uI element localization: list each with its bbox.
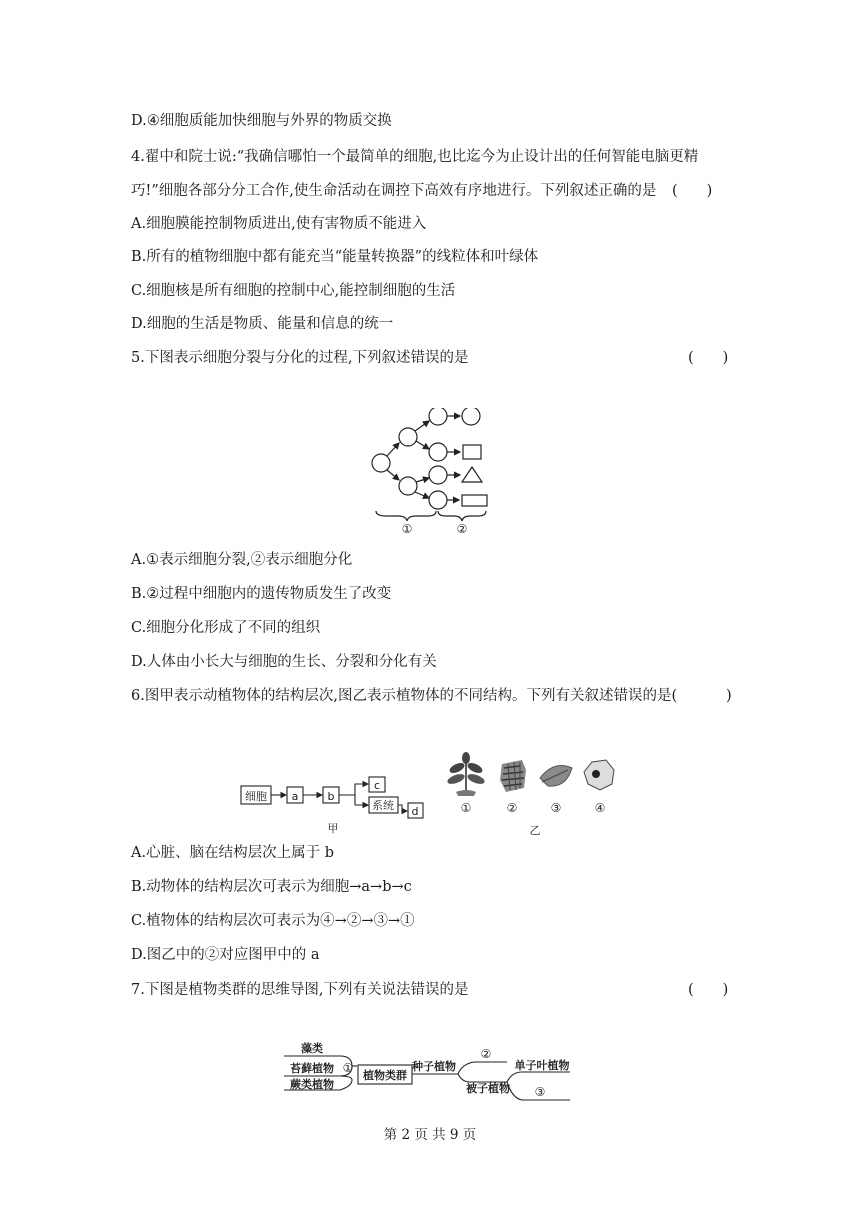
q5-option-b: B.②过程中细胞内的遗传物质发生了改变 — [131, 586, 392, 602]
daughter-cell-upper — [399, 428, 417, 446]
differentiated-circle — [462, 408, 480, 425]
caption-yi: 乙 — [529, 824, 541, 837]
caption-jia: 甲 — [327, 822, 339, 835]
differentiated-triangle — [462, 467, 482, 482]
q4-stem-line1: 4.翟中和院士说:“我确信哪怕一个最简单的细胞,也比迄今为止设计出的任何智能电脑更精 — [131, 149, 699, 165]
q5-option-c: C.细胞分化形成了不同的组织 — [131, 620, 321, 636]
mindmap-ferns: 蕨类植物 — [290, 1078, 334, 1091]
box-d: d — [411, 805, 419, 818]
mindmap-center: 植物类群 — [363, 1069, 407, 1082]
q5-option-a: A.①表示细胞分裂,②表示细胞分化 — [131, 552, 353, 568]
leaf-icon — [540, 766, 572, 787]
q4-option-b: B.所有的植物细胞中都有能充当“能量转换器”的线粒体和叶绿体 — [131, 249, 539, 265]
mindmap-angiosperms: 被子植物 — [466, 1082, 510, 1095]
mindmap-seed-plants: 种子植物 — [412, 1060, 456, 1073]
brace-2 — [438, 511, 486, 521]
plant-structures-figure-yi — [444, 748, 624, 838]
box-b: b — [327, 790, 335, 803]
label-yi-4: ④ — [594, 801, 606, 815]
box-system: 系统 — [372, 799, 394, 812]
box-cell: 细胞 — [245, 790, 267, 803]
q6-option-b: B.动物体的结构层次可表示为细胞→a→b→c — [131, 879, 412, 895]
page-number: 第 2 页 共 9 页 — [383, 1127, 477, 1143]
mindmap-mark-2: ② — [480, 1047, 492, 1061]
q6-option-a: A.心脏、脑在结构层次上属于 b — [131, 845, 334, 861]
q4-stem-line2: 巧!”细胞各部分分工合作,使生命活动在调控下高效有序地进行。下列叙述正确的是 — [131, 183, 657, 199]
brace-1 — [376, 511, 436, 521]
cell-division-differentiation-figure — [366, 408, 496, 536]
q6-option-d: D.图乙中的②对应图甲中的 a — [131, 947, 320, 963]
mother-cell — [372, 454, 390, 472]
whole-plant-icon — [446, 752, 486, 796]
q7-answer-paren: ( ) — [688, 982, 729, 998]
q4-option-d: D.细胞的生活是物质、能量和信息的统一 — [131, 316, 394, 332]
tissue-icon — [500, 760, 526, 792]
mindmap-bryophytes: 苔藓植物 — [290, 1062, 334, 1075]
q5-stem: 5.下图表示细胞分裂与分化的过程,下列叙述错误的是 — [131, 350, 469, 366]
q4-option-a: A.细胞膜能控制物质进出,使有害物质不能进入 — [131, 216, 427, 232]
mindmap-mark-1: ① — [342, 1061, 354, 1075]
q6-option-c: C.植物体的结构层次可表示为④→②→③→① — [131, 913, 415, 929]
box-c: c — [373, 779, 381, 792]
plant-groups-mindmap — [282, 1038, 577, 1108]
q6-answer-paren: ) — [726, 688, 732, 704]
label-yi-1: ① — [460, 801, 472, 815]
structure-levels-figure-jia — [240, 750, 440, 838]
label-yi-2: ② — [506, 801, 518, 815]
q7-stem: 7.下图是植物类群的思维导图,下列有关说法错误的是 — [131, 982, 469, 998]
q4-option-c: C.细胞核是所有细胞的控制中心,能控制细胞的生活 — [131, 283, 456, 299]
label-yi-3: ③ — [550, 801, 562, 815]
q5-answer-paren: ( ) — [688, 350, 729, 366]
q4-answer-paren: ( ) — [672, 183, 713, 199]
label-process-1: ① — [401, 522, 413, 536]
daughter-cell-lower — [399, 477, 417, 495]
box-a: a — [291, 790, 299, 803]
differentiated-rectangle — [462, 495, 487, 506]
q3-option-d: D.④细胞质能加快细胞与外界的物质交换 — [131, 113, 392, 129]
q6-stem: 6.图甲表示动植物体的结构层次,图乙表示植物体的不同结构。下列有关叙述错误的是( — [131, 688, 678, 704]
mindmap-mark-3: ③ — [534, 1085, 546, 1099]
q5-option-d: D.人体由小长大与细胞的生长、分裂和分化有关 — [131, 654, 437, 670]
differentiated-square — [463, 445, 481, 459]
plant-cell-icon — [584, 760, 614, 790]
mindmap-algae: 藻类 — [301, 1042, 323, 1055]
mindmap-monocots: 单子叶植物 — [514, 1059, 570, 1072]
label-process-2: ② — [456, 522, 468, 536]
